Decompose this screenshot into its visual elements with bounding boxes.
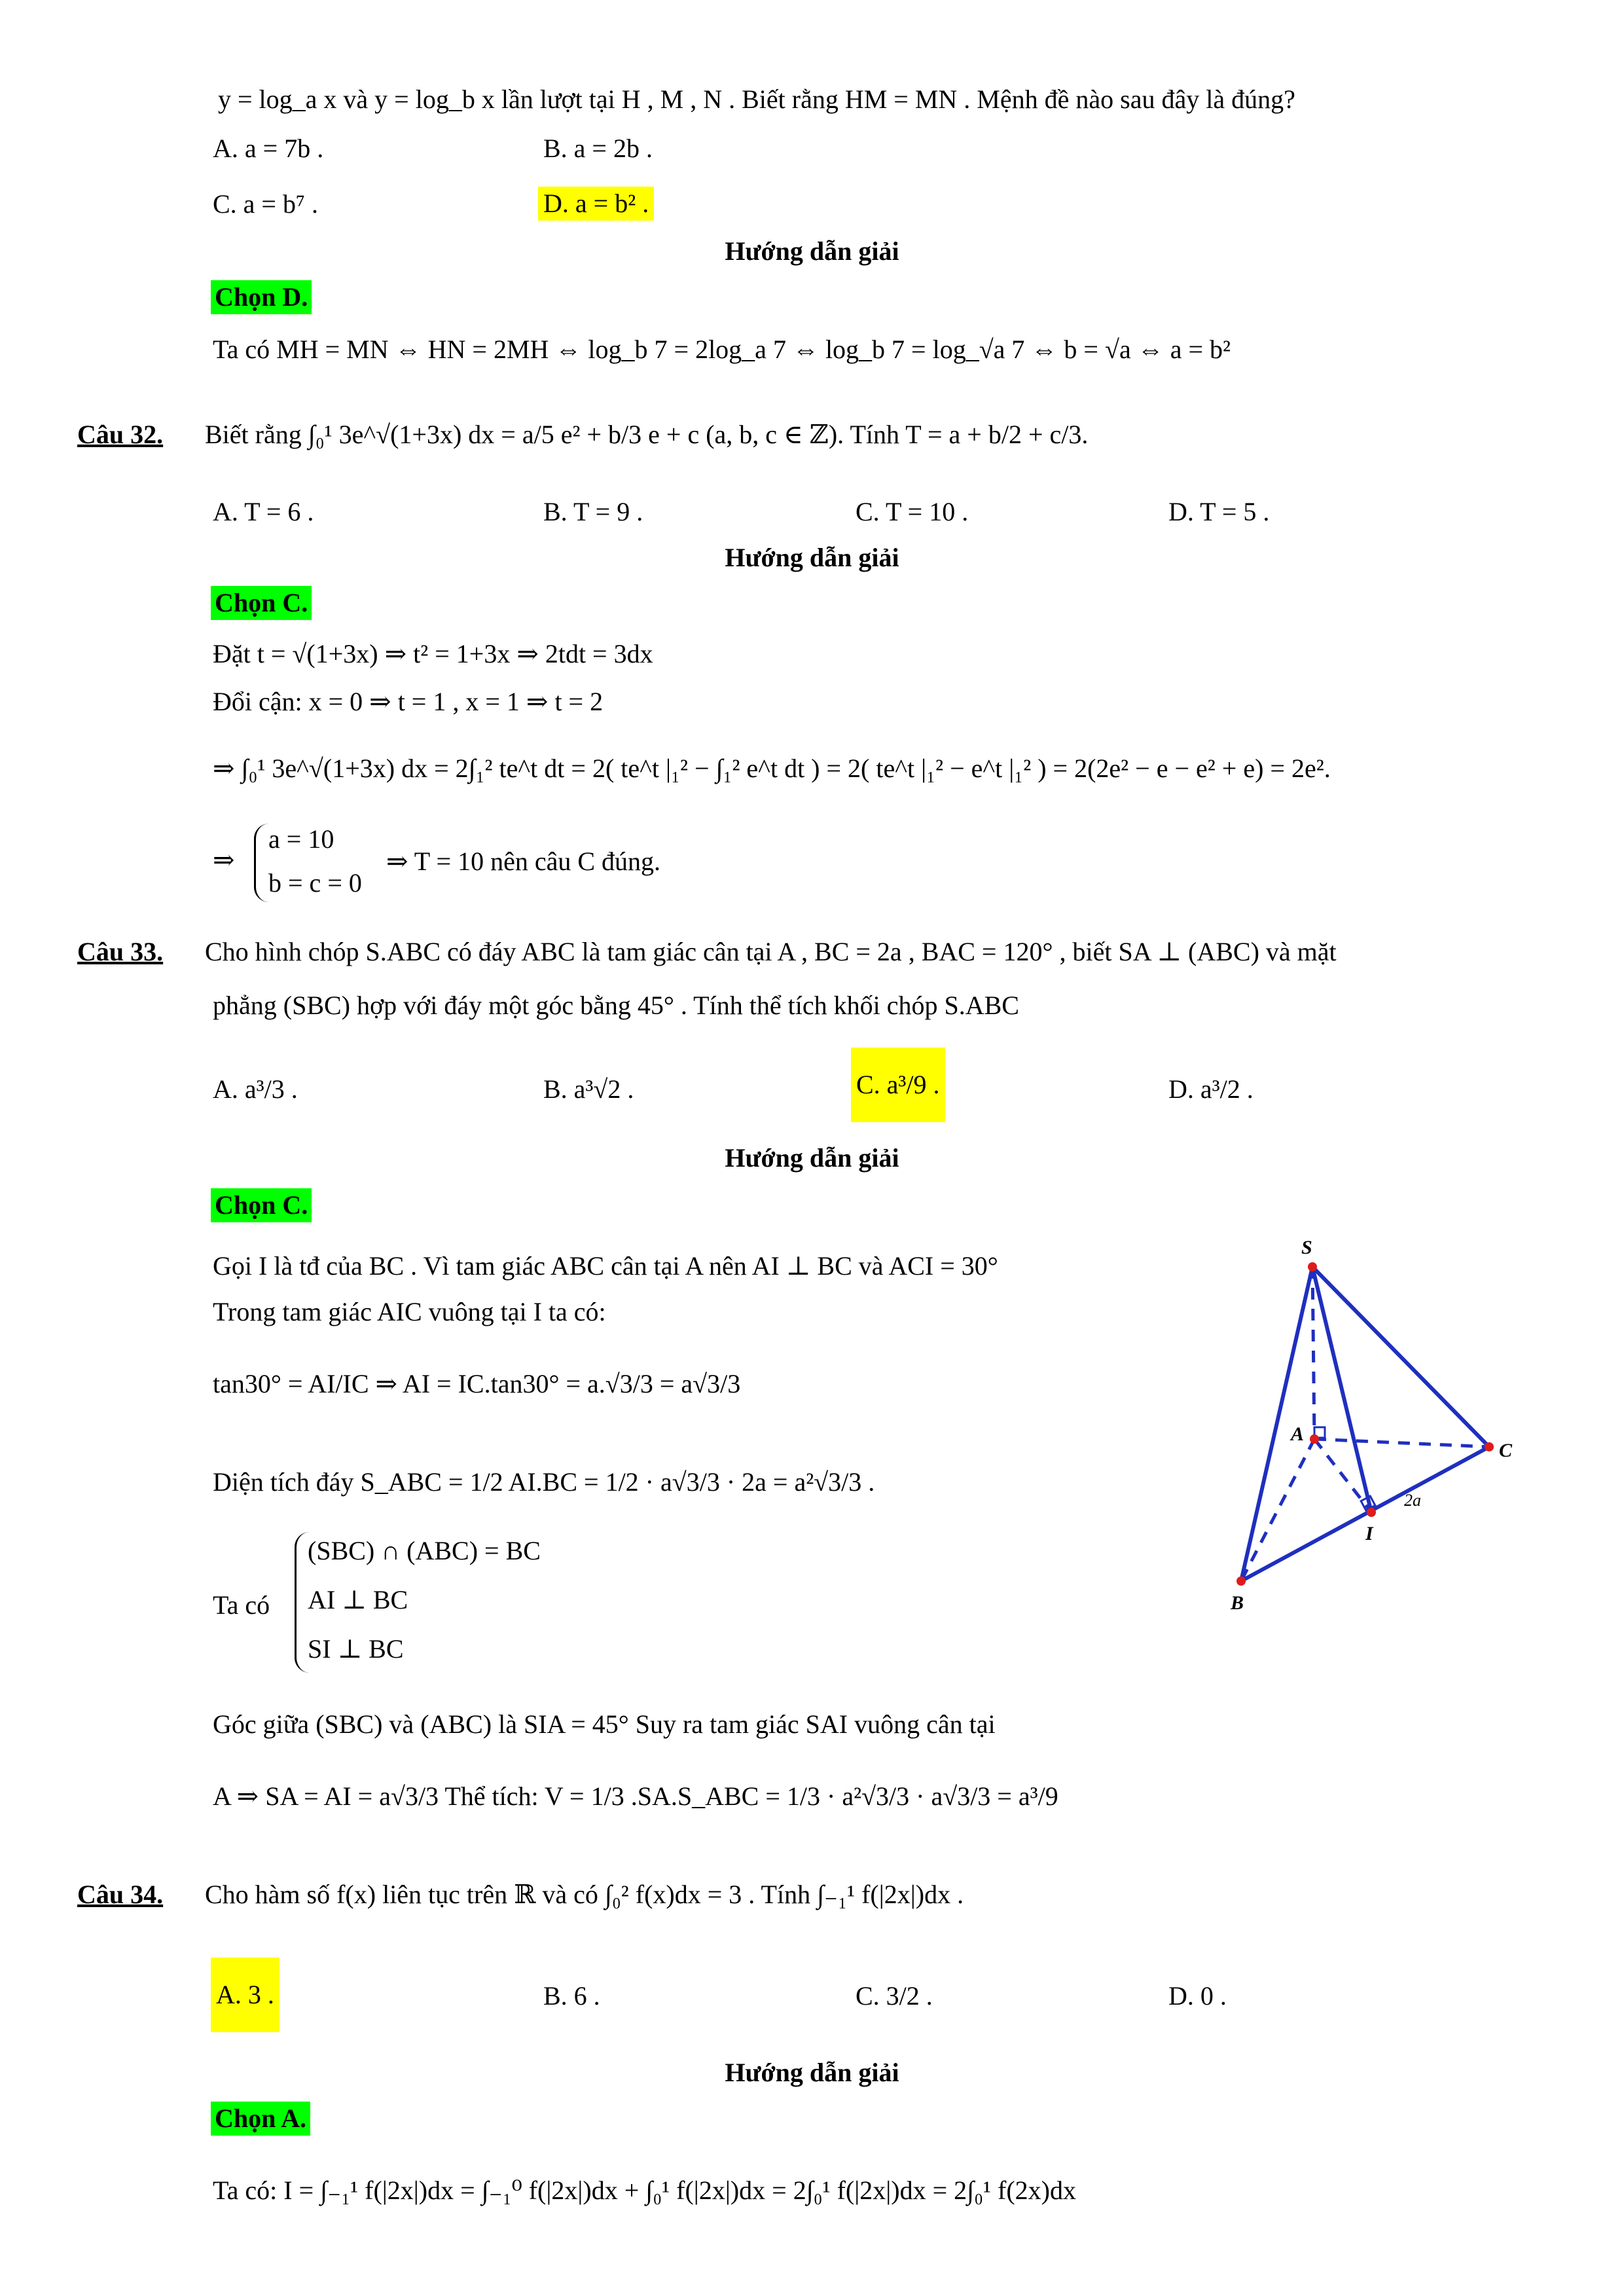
q33-option-d: D. a³/2 .: [1168, 1074, 1254, 1104]
label-b: B: [1231, 1592, 1244, 1614]
label-a: A: [1291, 1423, 1305, 1445]
q32-step-integral: ⇒ ∫₀¹ 3e^√(1+3x) dx = 2∫₁² te^t dt = 2( te^t |₁² − ∫₁² e^t dt ) = 2( te^t |₁² − e^t |₁² ) = 2(2e² − e − e² + e) = 2e².: [213, 754, 1331, 783]
q33-step-volume: A ⇒ SA = AI = a√3/3 Thể tích: V = 1/3 .SA.S_ABC = 1/3 · a²√3/3 · a√3/3 = a³/9: [213, 1781, 1058, 1811]
edge-ac-dashed: [1314, 1439, 1489, 1447]
q34-stem: Cho hàm số f(x) liên tục trên ℝ và có ∫₀² f(x)dx = 3 . Tính ∫₋₁¹ f(|2x|)dx .: [205, 1880, 964, 1909]
q31-stem-tail: y = log_a x và y = log_b x lần lượt tại H , M , N . Biết rằng HM = MN . Mệnh đề nào sau đây là đúng?: [218, 84, 1295, 114]
q32-step-bounds: Đổi cận: x = 0 ⇒ t = 1 , x = 1 ⇒ t = 2: [213, 687, 604, 716]
q31-option-c: C. a = b⁷ .: [213, 189, 318, 219]
q34-step-split: Ta có: I = ∫₋₁¹ f(|2x|)dx = ∫₋₁⁰ f(|2x|)dx + ∫₀¹ f(|2x|)dx = 2∫₀¹ f(|2x|)dx = 2∫₀¹ f(2x)dx: [213, 2176, 1076, 2205]
q31-option-a: A. a = 7b .: [213, 134, 324, 163]
q33-step-triangle: Trong tam giác AIC vuông tại I ta có:: [213, 1297, 606, 1326]
q33-stem-line2: phẳng (SBC) hợp với đáy một góc bằng 45° . Tính thể tích khối chóp S.ABC: [213, 991, 1019, 1020]
q34-label: Câu 34.: [77, 1880, 164, 1909]
q34-option-c: C. 3/2 .: [856, 1981, 933, 2011]
q33-step-angle: Góc giữa (SBC) và (ABC) là SIA = 45° Suy ra tam giác SAI vuông cân tại: [213, 1709, 996, 1739]
vertex-c: [1485, 1442, 1494, 1451]
q32-step-result-a: a = 10: [268, 824, 334, 854]
label-bc-length: 2a: [1404, 1491, 1421, 1510]
q32-step-conclusion: ⇒ T = 10 nên câu C đúng.: [386, 847, 661, 876]
vertex-i: [1367, 1508, 1376, 1517]
q32-option-d: D. T = 5 .: [1168, 497, 1270, 526]
edge-sc: [1312, 1267, 1489, 1447]
vertex-b: [1236, 1576, 1246, 1586]
q33-step-intersection: (SBC) ∩ (ABC) = BC: [308, 1536, 541, 1565]
q33-step-area: Diện tích đáy S_ABC = 1/2 AI.BC = 1/2 · a√3/3 · 2a = a²√3/3 .: [213, 1467, 875, 1497]
q31-option-d: D. a = b² .: [538, 187, 654, 221]
q33-choose: Chọn C.: [211, 1188, 312, 1222]
q31-choose: Chọn D.: [211, 280, 312, 314]
q34-option-d: D. 0 .: [1168, 1981, 1227, 2011]
q32-label: Câu 32.: [77, 420, 164, 449]
edge-sa-dashed: [1312, 1267, 1314, 1439]
q31-solution: Ta có MH = MN ⇔ HN = 2MH ⇔ log_b 7 = 2log_a 7 ⇔ log_b 7 = log_√a 7 ⇔ b = √a ⇔ a = b²: [213, 335, 1231, 364]
label-c: C: [1499, 1440, 1513, 1461]
q33-step-tan: tan30° = AI/IC ⇒ AI = IC.tan30° = a.√3/3 = a√3/3: [213, 1369, 741, 1398]
q33-option-c: C. a³/9 .: [851, 1048, 945, 1122]
q33-guide-heading: Hướng dẫn giải: [725, 1143, 899, 1173]
q32-guide-heading: Hướng dẫn giải: [725, 543, 899, 572]
q32-step-substitution: Đặt t = √(1+3x) ⇒ t² = 1+3x ⇒ 2tdt = 3dx: [213, 639, 653, 668]
q32-choose: Chọn C.: [211, 586, 312, 620]
q32-option-c: C. T = 10 .: [856, 497, 969, 526]
vertex-s: [1308, 1262, 1317, 1271]
q34-guide-heading: Hướng dẫn giải: [725, 2058, 899, 2087]
q33-stem-line1: Cho hình chóp S.ABC có đáy ABC là tam giác cân tại A , BC = 2a , BAC = 120° , biết SA ⊥ (ABC) và mặt: [205, 937, 1337, 966]
label-i: I: [1365, 1523, 1373, 1544]
vertex-a: [1310, 1434, 1319, 1444]
pyramid-figure: [1218, 1237, 1532, 1617]
q34-option-a: A. 3 .: [211, 1958, 280, 2032]
label-s: S: [1301, 1237, 1312, 1258]
q33-option-a: A. a³/3 .: [213, 1074, 298, 1104]
q32-step-result-bc: b = c = 0: [268, 868, 362, 898]
q33-step-si-perp: SI ⊥ BC: [308, 1634, 404, 1664]
edge-bc: [1241, 1447, 1489, 1581]
q31-option-b: B. a = 2b .: [543, 134, 653, 163]
q34-option-b: B. 6 .: [543, 1981, 600, 2011]
q34-choose: Chọn A.: [211, 2102, 310, 2136]
q32-arrow: ⇒: [213, 845, 235, 875]
q32-option-b: B. T = 9 .: [543, 497, 643, 526]
q33-label: Câu 33.: [77, 937, 164, 966]
q32-stem: Biết rằng ∫₀¹ 3e^√(1+3x) dx = a/5 e² + b/3 e + c (a, b, c ∈ ℤ). Tính T = a + b/2 + c/3.: [205, 420, 1089, 449]
q33-step-ai-perp: AI ⊥ BC: [308, 1585, 408, 1614]
q32-system-brace: [254, 824, 269, 902]
q33-option-b: B. a³√2 .: [543, 1074, 634, 1104]
q33-step-midpoint: Gọi I là tđ của BC . Vì tam giác ABC cân tại A nên AI ⊥ BC và ACI = 30°: [213, 1251, 998, 1281]
q32-option-a: A. T = 6 .: [213, 497, 314, 526]
q31-guide-heading: Hướng dẫn giải: [725, 236, 899, 266]
q33-step-system-lead: Ta có: [213, 1590, 270, 1620]
